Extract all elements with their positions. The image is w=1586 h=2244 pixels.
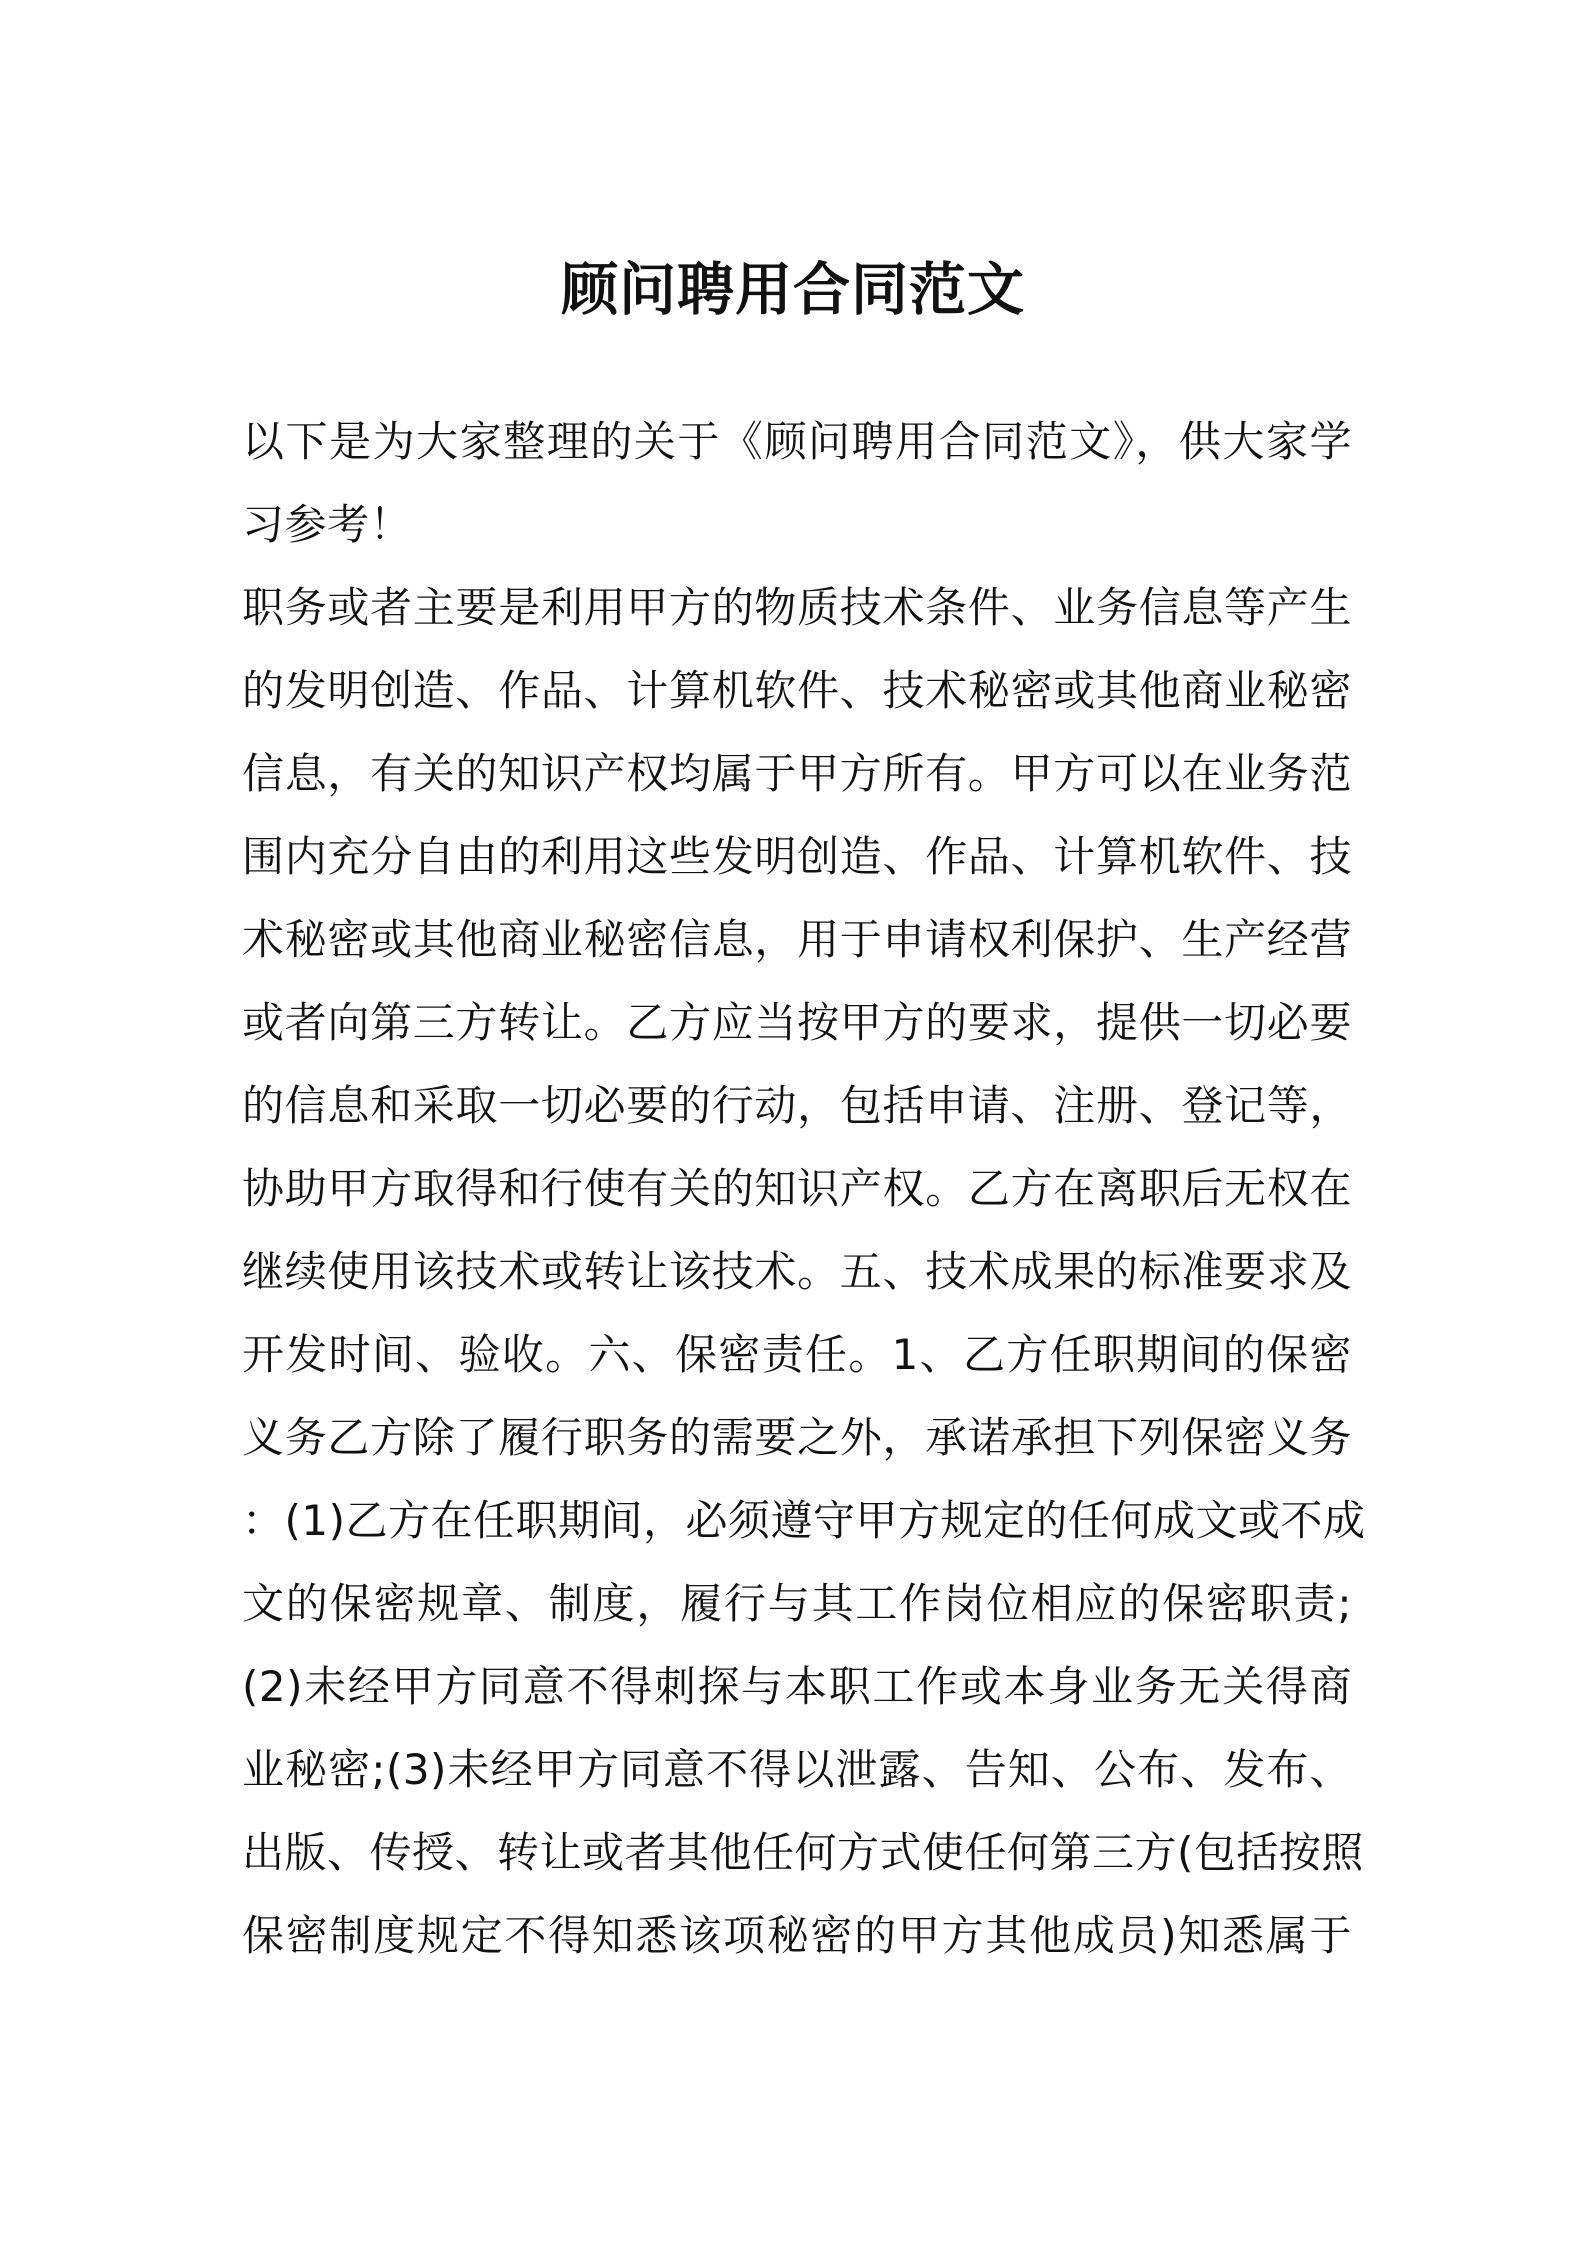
- intro-line: 习参考！: [242, 500, 413, 549]
- body-line: 出版、传授、转让或者其他任何方式使任何第三方(包括按照: [242, 1828, 1364, 1877]
- body-line: 围内充分自由的利用这些发明创造、作品、计算机软件、技: [242, 832, 1352, 881]
- body-line: 的发明创造、作品、计算机软件、技术秘密或其他商业秘密: [242, 666, 1352, 715]
- body-line: 协助甲方取得和行使有关的知识产权。乙方在离职后无权在: [242, 1164, 1352, 1213]
- body-line: 职务或者主要是利用甲方的物质技术条件、业务信息等产生: [242, 583, 1352, 632]
- body-line: 义务乙方除了履行职务的需要之外，承诺承担下列保密义务: [242, 1413, 1352, 1462]
- body-line: 继续使用该技术或转让该技术。五、技术成果的标准要求及: [242, 1247, 1352, 1296]
- document-title: 顾问聘用合同范文: [561, 257, 1025, 323]
- main-paragraph: [242, 566, 1366, 1977]
- body-line: 或者向第三方转让。乙方应当按甲方的要求，提供一切必要: [242, 998, 1352, 1047]
- document-body: [242, 400, 1366, 1977]
- intro-line: 以下是为大家整理的关于《顾问聘用合同范文》，供大家学: [242, 417, 1352, 466]
- body-line: 文的保密规章、制度，履行与其工作岗位相应的保密职责;: [242, 1579, 1352, 1628]
- body-line: 业秘密;(3)未经甲方同意不得以泄露、告知、公布、发布、: [242, 1745, 1352, 1794]
- body-line: 信息，有关的知识产权均属于甲方所有。甲方可以在业务范: [242, 749, 1352, 798]
- body-line: 术秘密或其他商业秘密信息，用于申请权利保护、生产经营: [242, 915, 1352, 964]
- body-line: 保密制度规定不得知悉该项秘密的甲方其他成员)知悉属于: [242, 1911, 1352, 1960]
- body-line: 的信息和采取一切必要的行动，包括申请、注册、登记等，: [242, 1081, 1352, 1130]
- body-line: ：(1)乙方在任职期间，必须遵守甲方规定的任何成文或不成: [242, 1496, 1366, 1545]
- body-line: (2)未经甲方同意不得刺探与本职工作或本身业务无关得商: [242, 1662, 1352, 1711]
- intro-paragraph: [242, 400, 1352, 566]
- body-line: 开发时间、验收。六、保密责任。1、乙方任职期间的保密: [242, 1330, 1352, 1379]
